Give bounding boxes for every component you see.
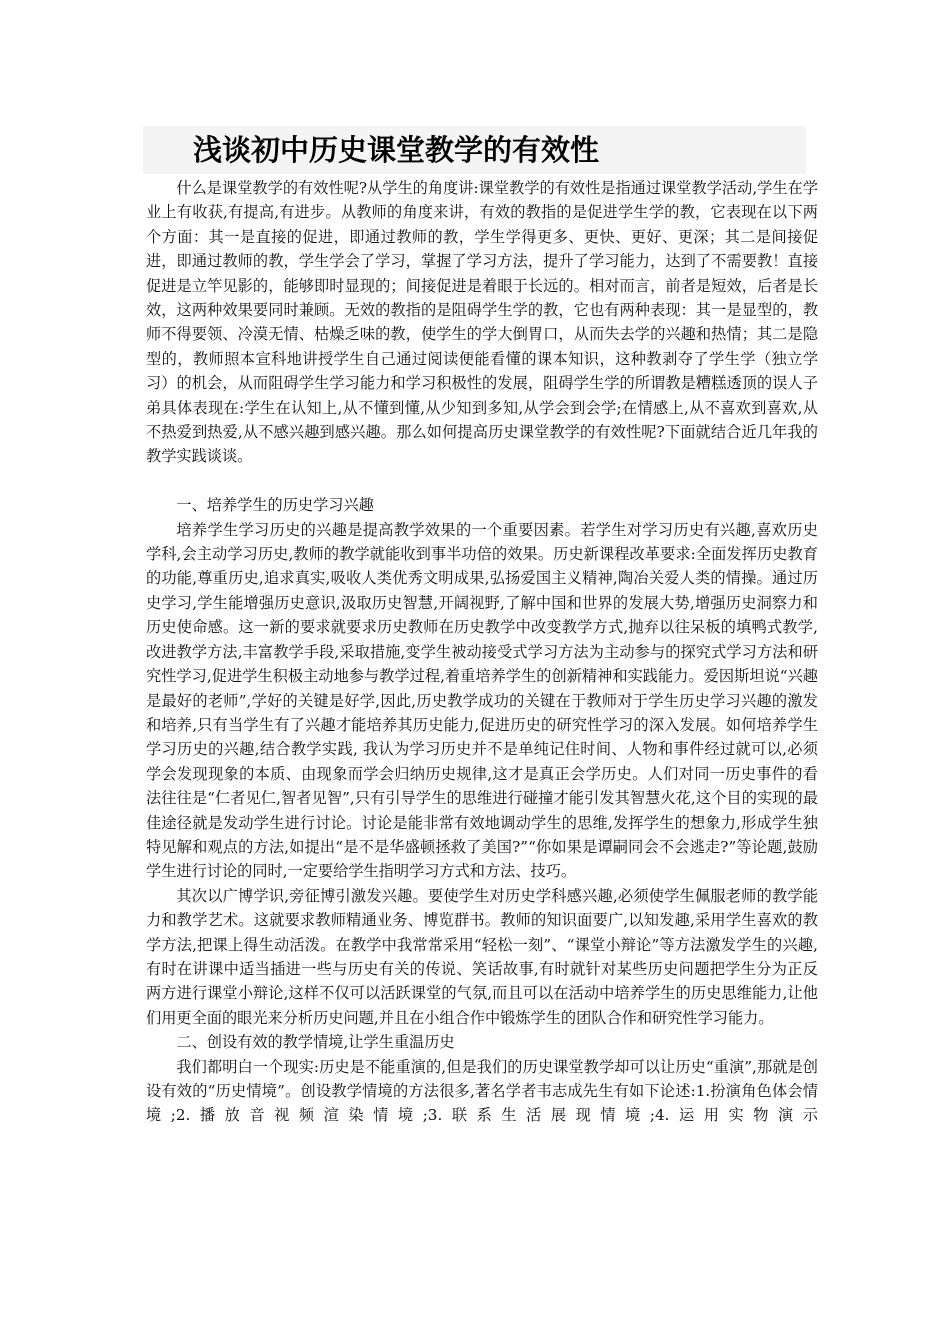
intro-paragraph: 什么是课堂教学的有效性呢?从学生的角度讲:课堂教学的有效性是指通过课堂教学活动,学生在学业上有收获,有提高,有进步。从教师的角度来讲，有效的教指的是促进学生学的教，它表现在以下两个方面：其一是直接的促进，即通过教师的教，学生学得更多、更快、更好、更深；其二是间接促进，即通过教师的教，学生学会了学习，掌握了学习方法，提升了学习能力，达到了不需要教！直接促进是立竿见影的，能够即时显现的；间接促进是着眼于长远的。相对而言，前者是短效，后者是长效，这两种效果要同时兼顾。无效的教指的是阻碍学生学的教，它也有两种表现：其一是显型的，教师不得要领、冷漠无情、枯燥乏味的教，使学生的学大倒胃口，从而失去学的兴趣和热情；其二是隐型的，教师照本宣科地讲授学生自己通过阅读便能看懂的课本知识，这种教剥夺了学生学（独立学习）的机会，从而阻碍学生学习能力和学习积极性的发展，阻碍学生学的所谓教是糟糕透顶的误人子弟具体表现在:学生在认知上,从不懂到懂,从少知到多知,从学会到会学;在情感上,从不喜欢到喜欢,从不热爱到热爱,从不感兴趣到感兴趣。那么如何提高历史课堂教学的有效性呢?下面就结合近几年我的教学实践谈谈。	[146, 179, 818, 466]
section-2-paragraph-1: 我们都明白一个现实:历史是不能重演的,但是我们的历史课堂教学却可以让历史“重演”,那就是创设有效的“历史情境”。创设教学情境的方法很多,著名学者韦志成先生有如下论述:1.扮演角色体会情境;2.播放音视频渲染情境;3.联系生活展现情境;4.运用实物演示	[146, 1057, 818, 1125]
section-1-heading: 一、培养学生的历史学习兴趣	[176, 496, 374, 515]
section-2-heading: 二、创设有效的教学情境,让学生重温历史	[176, 1033, 455, 1052]
section-1-paragraph-1: 培养学生学习历史的兴趣是提高教学效果的一个重要因素。若学生对学习历史有兴趣,喜欢历史学科,会主动学习历史,教师的教学就能收到事半功倍的效果。历史新课程改革要求:全面发挥历史教育的功能,尊重历史,追求真实,吸收人类优秀文明成果,弘扬爱国主义精神,陶冶关爱人类的情操。通过历史学习,学生能增强历史意识,汲取历史智慧,开阔视野,了解中国和世界的发展大势,增强历史洞察力和历史使命感。这一新的要求就要求历史教师在历史教学中改变教学方式,抛弃以往呆板的填鸭式教学,改进教学方法,丰富教学手段,采取措施,变学生被动接受式学习方法为主动参与的探究式学习方法和研究性学习,促进学生积极主动地参与教学过程,着重培养学生的创新精神和实践能力。爱因斯坦说“兴趣是最好的老师”,学好的关键是好学,因此,历史教学成功的关键在于教师对于学生历史学习兴趣的激发和培养,只有当学生有了兴趣才能培养其历史能力,促进历史的研究性学习的深入发展。如何培养学生学习历史的兴趣,结合教学实践, 我认为学习历史并不是单纯记住时间、人物和事件经过就可以,必须学会发现现象的本质、由现象而学会归纳历史规律,这才是真正会学历史。人们对同一历史事件的看法往往是“仁者见仁,智者见智”,只有引导学生的思维进行碰撞才能引发其智慧火花,这个目的实现的最佳途径就是发动学生进行讨论。讨论是能非常有效地调动学生的思维,发挥学生的想象力,形成学生独特见解和观点的方法,如提出“是不是华盛顿拯救了美国?”“你如果是谭嗣同会不会逃走?”等论题,鼓励学生进行讨论的同时,一定要给学生指明学习方式和方法、技巧。	[146, 520, 818, 881]
section-1-paragraph-2: 其次以广博学识,旁征博引激发兴趣。要使学生对历史学科感兴趣,必须使学生佩服老师的教学能力和教学艺术。这就要求教师精通业务、博览群书。教师的知识面要广,以知发趣,采用学生喜欢的教学方法,把课上得生动活泼。在教学中我常常采用“轻松一刻”、“课堂小辩论”等方法激发学生的兴趣,有时在讲课中适当插进一些与历史有关的传说、笑话故事,有时就针对某些历史问题把学生分为正反两方进行课堂小辩论,这样不仅可以活跃课堂的气氛,而且可以在活动中培养学生的历史思维能力,让他们用更全面的眼光来分析历史问题,并且在小组合作中锻炼学生的团队合作和研究性学习能力。	[146, 886, 818, 1027]
document-body	[146, 176, 818, 1128]
paragraph-gap	[146, 469, 818, 493]
document-title: 浅谈初中历史课堂教学的有效性	[193, 133, 600, 167]
